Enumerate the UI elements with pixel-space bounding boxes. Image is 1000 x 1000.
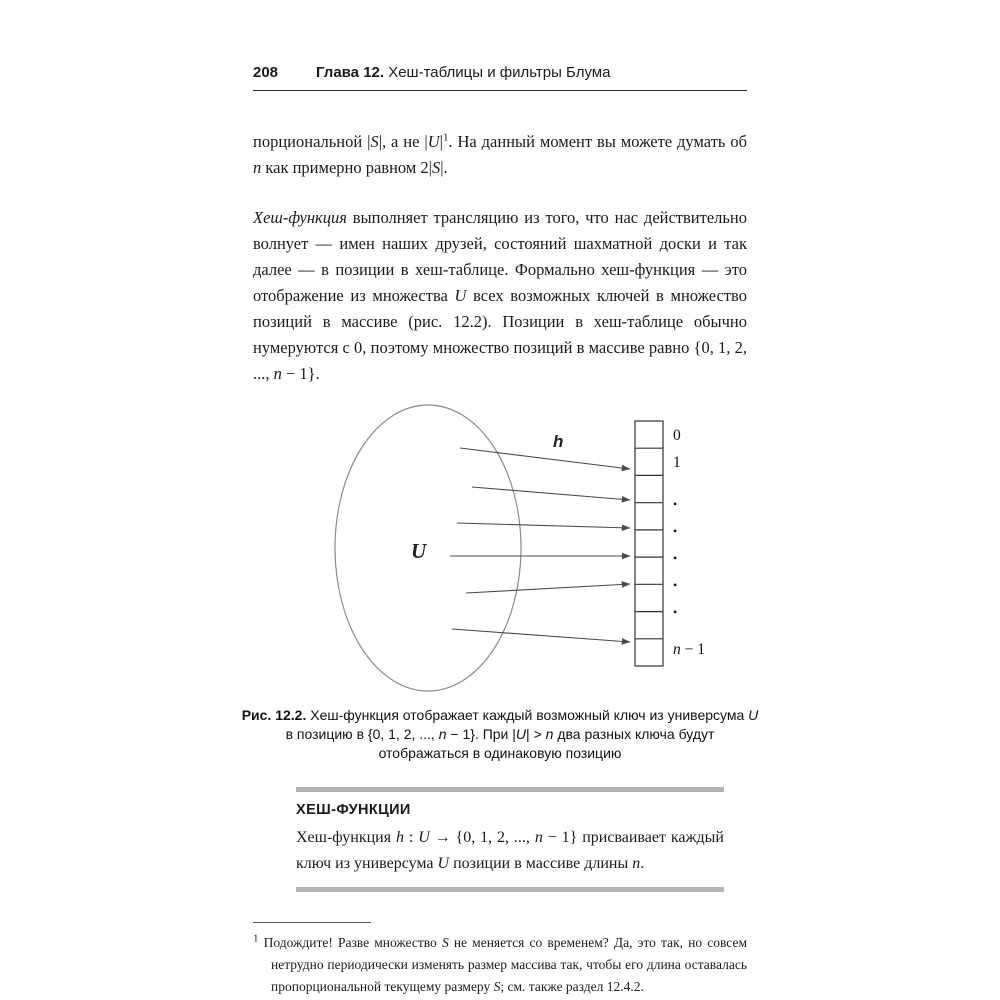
footnote-rule xyxy=(253,922,371,923)
callout-title: ХЕШ-ФУНКЦИИ xyxy=(296,802,411,818)
hash-function-label: h xyxy=(553,432,564,451)
ellipsis-dot: • xyxy=(673,497,678,511)
callout-top-bar xyxy=(296,787,724,792)
running-head xyxy=(253,64,747,91)
hash-functions-callout xyxy=(296,787,724,892)
footnote xyxy=(253,922,747,998)
hash-function-diagram xyxy=(253,401,747,696)
hash-arrow xyxy=(460,448,630,469)
ellipsis-dot: • xyxy=(673,578,678,592)
footnote-text: $^1$ Подождите! Разве множество S не меняется со временем? Да, это так, но совсем нетрудно периодически изменять размер массива так, чтобы его длина оставалась пропорциональной текущему размеру S; см. также раздел 12.4.2. xyxy=(253,932,748,994)
universe-ellipse xyxy=(335,405,521,691)
hash-arrow xyxy=(452,629,630,642)
page-content xyxy=(241,129,759,998)
page-number: 208 xyxy=(253,64,279,81)
slot-label-1: 1 xyxy=(673,454,681,471)
callout-bottom-bar xyxy=(296,887,724,892)
paragraph: Хеш-функция выполняет трансляцию из того, что нас действительно волнует — имен наших друзей, состояний шахматной доски и так далее — в позиции в хеш-таблице. Формально хеш-функция — это отображение из множества U всех возможных ключей в множество позиций в массиве (рис. 12.2). Позиции в хеш-таблице обычно нумеруются с 0, поэтому множество позиций в массиве равно {0, 1, 2, ..., n − 1}. xyxy=(253,208,747,383)
slot-label-0: 0 xyxy=(673,427,681,444)
ellipsis-dot: • xyxy=(673,551,678,565)
chapter-number: Глава 12. xyxy=(316,64,385,81)
hash-table-array xyxy=(635,421,663,666)
ellipsis-dot: • xyxy=(673,605,678,619)
paragraph: порциональной |S|, а не $|U|^1$. На данный момент вы можете думать об n как примерно равном 2|S|. xyxy=(253,131,748,177)
hash-arrow xyxy=(457,523,630,528)
ellipsis-dot: • xyxy=(673,524,678,538)
callout-body: Хеш-функция h : U → {0, 1, 2, ..., n − 1} присваивает каждый ключ из универсума U позиции в массиве длины n. xyxy=(296,829,724,872)
chapter-name: Хеш-таблицы и фильтры Блума xyxy=(384,64,611,81)
universe-set-label: U xyxy=(411,539,427,563)
hash-arrow xyxy=(472,487,630,500)
chapter-title xyxy=(316,64,610,81)
slot-label-n-minus-1: n − 1 xyxy=(673,641,705,658)
hash-arrow xyxy=(466,584,630,593)
hash-mapping-arrows xyxy=(450,448,630,642)
figure-12-2 xyxy=(241,401,759,763)
figure-caption: Рис. 12.2. Хеш-функция отображает каждый возможный ключ из универсума U в позицию в {0, 1, 2, ..., n − 1}. При |U| > n два разных ключа будут отображаться в одинаковую позицию xyxy=(241,707,759,761)
